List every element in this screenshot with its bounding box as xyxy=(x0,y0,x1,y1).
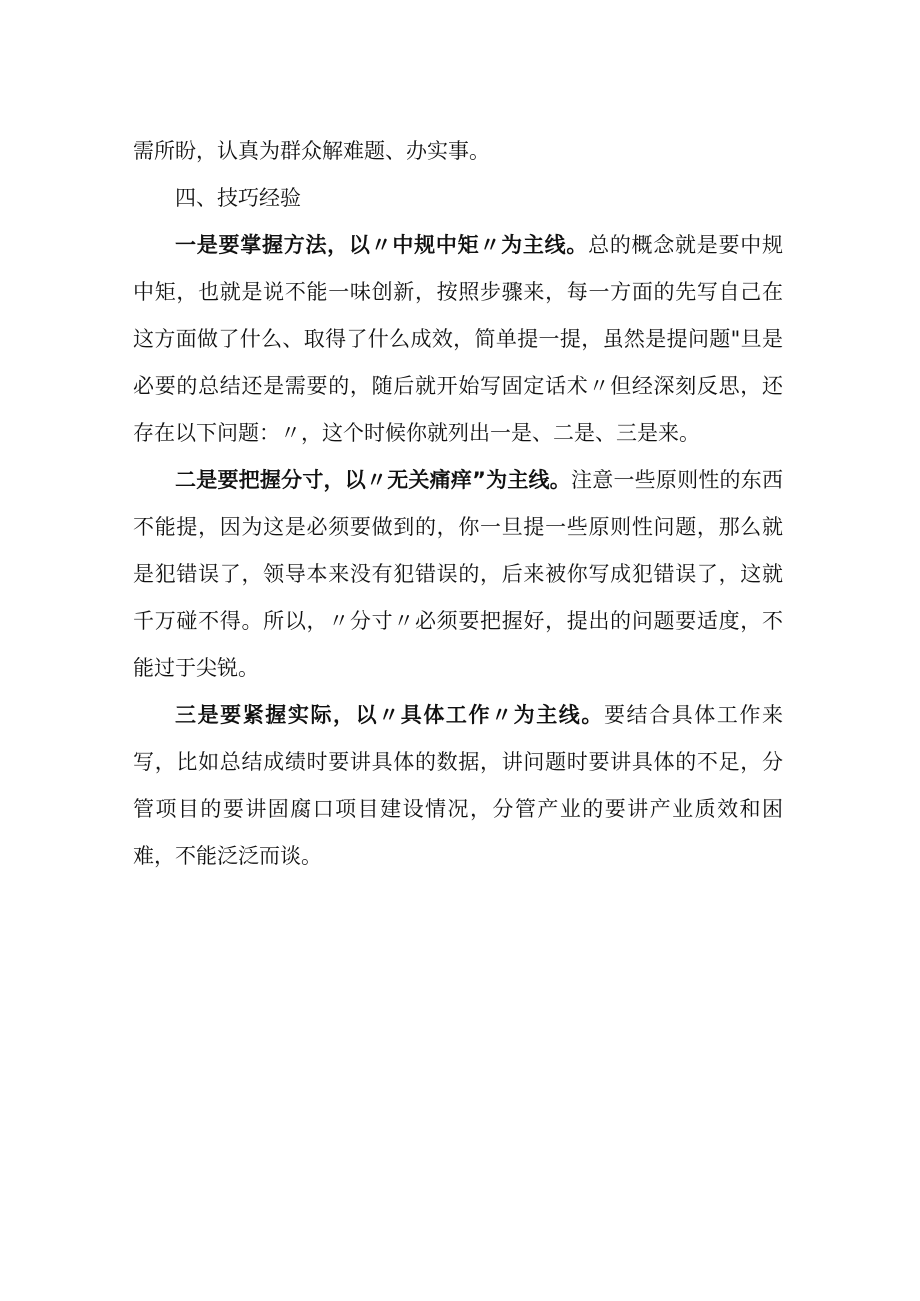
paragraph-lead: 二是要把握分寸，以〃无关痛痒”为主线。 xyxy=(175,468,571,492)
section-heading: 四、技巧经验 xyxy=(175,186,301,210)
paragraph-body: 注意一些原则性的东西不能提，因为这是必须要做到的，你一旦提一些原则性问题，那么就是犯错误了，领导本来没有犯错误的，后来被你写成犯错误了，这就千万碰不得。所以，〃分寸〃必须要把握好，提出的问题要适度，不能过于尖锐。 xyxy=(133,468,783,680)
paragraph-lead: 一是要掌握方法，以〃中规中矩〃为主线。 xyxy=(175,233,589,257)
paragraph-practice xyxy=(133,692,783,880)
continuation-text: 需所盼，认真为群众解难题、办实事。 xyxy=(133,139,490,163)
document-body xyxy=(133,128,783,880)
paragraph-measure xyxy=(133,457,783,692)
paragraph-method xyxy=(133,222,783,457)
paragraph-body: 要结合具体工作来写，比如总结成绩时要讲具体的数据，讲问题时要讲具体的不足，分管项目的要讲固腐口项目建设情况，分管产业的要讲产业质效和困难，不能泛泛而谈。 xyxy=(133,703,784,868)
paragraph-body: 总的概念就是要中规中矩，也就是说不能一味创新，按照步骤来，每一方面的先写自己在这方面做了什么、取得了什么成效，简单提一提，虽然是提问题"旦是必要的总结还是需要的，随后就开始写固定话术〃但经深刻反思，还存在以下问题：〃，这个时候你就列出一是、二是、三是来。 xyxy=(133,233,784,445)
paragraph-lead: 三是要紧握实际，以〃具体工作〃为主线。 xyxy=(175,703,604,727)
